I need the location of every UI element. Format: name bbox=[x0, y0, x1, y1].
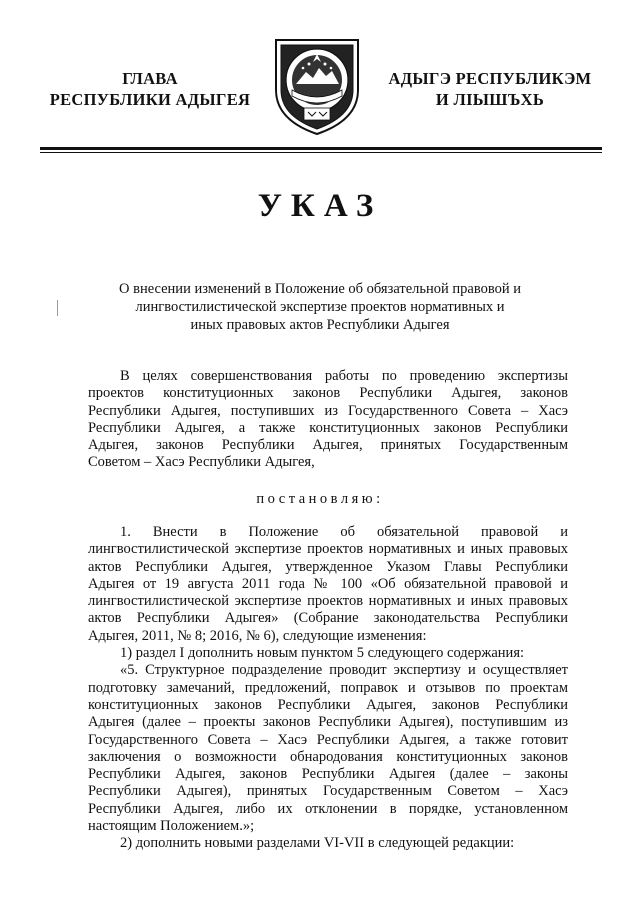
text-line: настоящим Положением.»; bbox=[88, 818, 255, 835]
text-line: 1. Внести в Положение об обязательной правовой и bbox=[120, 524, 568, 540]
document-title: УКАЗ bbox=[257, 188, 383, 224]
header-right-line2: И ЛІЫШЪХЬ bbox=[435, 90, 545, 109]
text-line: Республики Адыгея, законов Республики Адыгея (далее – законы bbox=[88, 766, 568, 783]
text-line: конституционных законов Республики Адыгея, законов Республики bbox=[88, 696, 568, 713]
header-left bbox=[40, 68, 260, 110]
text-line: Адыгея, законов Республики Адыгея, принятых Государственным bbox=[88, 437, 568, 454]
header-divider-thin bbox=[40, 152, 602, 153]
subject-line: лингвостилистической экспертизе проектов нормативных и bbox=[135, 299, 505, 315]
header-right-line1: АДЫГЭ РЕСПУБЛИКЭМ bbox=[388, 69, 592, 88]
text-line: Государственного Совета – Хасэ Республики Адыгея, а также готовит bbox=[88, 731, 568, 748]
text-line: Республики Адыгея, либо их отклонении в порядке, установленном bbox=[88, 800, 568, 817]
text-line: Адыгея (далее – проекты законов Республики Адыгея), поступившим из bbox=[88, 714, 568, 731]
margin-mark bbox=[57, 300, 58, 316]
header-left-line2: РЕСПУБЛИКИ АДЫГЕЯ bbox=[49, 90, 251, 109]
text-line: Адыгея от 19 августа 2011 года № 100 «Об обязательной правовой и bbox=[88, 575, 568, 592]
subject-line: О внесении изменений в Положение об обязательной правовой и bbox=[119, 281, 521, 297]
text-line: Республики Адыгея, поступивших из Государственного Совета – Хасэ bbox=[88, 402, 568, 419]
text-line: Республики Адыгея, а также конституционных законов Республики bbox=[88, 419, 568, 436]
decree-keyword: постановляю: bbox=[256, 491, 384, 507]
text-line: лингвостилистической экспертизе проектов нормативных и иных правовых bbox=[88, 593, 568, 610]
text-line: Адыгея, 2011, № 8; 2016, № 6), следующие изменения: bbox=[88, 627, 427, 644]
text-line: Республики Адыгея), принятых Государственным Советом – Хасэ bbox=[88, 783, 568, 800]
text-line: В целях совершенствования работы по проведению экспертизы bbox=[120, 368, 568, 384]
document-subject bbox=[90, 280, 550, 334]
text-line: 2) дополнить новыми разделами VI-VII в следующей редакции: bbox=[120, 835, 515, 852]
text-line: лингвостилистической экспертизе проектов нормативных и иных правовых bbox=[88, 541, 568, 558]
text-line: заключения о возможности обнародования конституционных законов bbox=[88, 748, 568, 765]
preamble-paragraph bbox=[88, 368, 568, 472]
text-line: подготовку замечаний, предложений, поправок и отзывов по проектам bbox=[88, 679, 568, 696]
text-line: актов Республики Адыгея, утвержденное Указом Главы Республики bbox=[88, 558, 568, 575]
text-line: проектов конституционных законов Республики Адыгея, законов bbox=[88, 385, 568, 402]
text-line: актов Республики Адыгея» (Собрание законодательства Республики bbox=[88, 610, 568, 627]
coat-of-arms-icon bbox=[268, 34, 366, 138]
header-left-line1: ГЛАВА bbox=[122, 69, 178, 88]
header-right bbox=[372, 68, 608, 110]
decree-body bbox=[88, 524, 568, 853]
text-line: Советом – Хасэ Республики Адыгея, bbox=[88, 454, 315, 471]
text-line: 1) раздел I дополнить новым пунктом 5 следующего содержания: bbox=[120, 645, 525, 662]
subject-line: иных правовых актов Республики Адыгея bbox=[190, 317, 450, 333]
text-line: «5. Структурное подразделение проводит экспертизу и осуществляет bbox=[120, 662, 568, 679]
header-divider-thick bbox=[40, 147, 602, 150]
